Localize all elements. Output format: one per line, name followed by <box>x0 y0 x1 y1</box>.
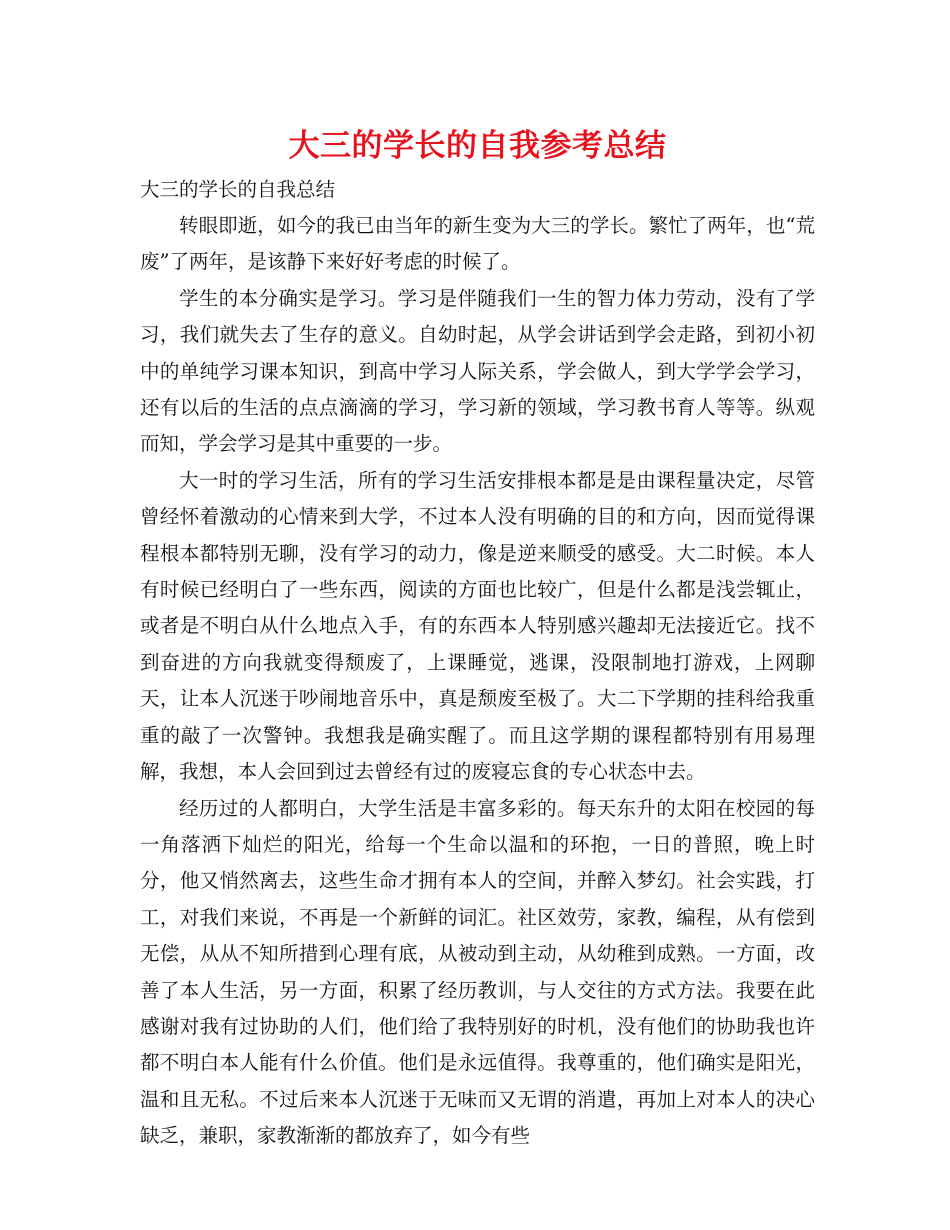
document-subtitle: 大三的学长的自我总结 <box>140 178 336 201</box>
paragraph-3: 大一时的学习生活，所有的学习生活安排根本都是是由课程量决定，尽管曾经怀着激动的心情来到大学，不过本人没有明确的目的和方向，因而觉得课程根本都特别无聊，没有学习的动力，像是逆来顺受的感受。大二时候。本人有时候已经明白了一些东西，阅读的方面也比较广，但是什么都是浅尝辄止，或者是不明白从什么地点入手，有的东西本人特别感兴趣却无法接近它。找不到奋进的方向我就变得颓废了，上课睡觉，逃课，没限制地打游戏，上网聊天，让本人沉迷于吵闹地音乐中，真是颓废至极了。大二下学期的挂科给我重重的敲了一次警钟。我想我是确实醒了。而且这学期的课程都特别有用易理解，我想，本人会回到过去曾经有过的废寝忘食的专心状态中去。 <box>140 468 815 784</box>
document-title: 大三的学长的自我参考总结 <box>288 128 667 164</box>
paragraph-4: 经历过的人都明白，大学生活是丰富多彩的。每天东升的太阳在校园的每一角落洒下灿烂的阳光，给每一个生命以温和的环抱，一日的普照，晚上时分，他又悄然离去，这些生命才拥有本人的空间，并醉入梦幻。社会实践，打工，对我们来说，不再是一个新鲜的词汇。社区效劳，家教，编程，从有偿到无偿，从从不知所措到心理有底，从被动到主动，从幼稚到成熟。一方面，改善了本人生活，另一方面，积累了经历教训，与人交往的方式方法。我要在此感谢对我有过协助的人们，他们给了我特别好的时机，没有他们的协助我也许都不明白本人能有什么价值。他们是永远值得。我尊重的，他们确实是阳光，温和且无私。不过后来本人沉迷于无味而又无谓的消遣，再加上对本人的决心缺乏，兼职，家教渐渐的都放弃了，如今有些 <box>140 796 815 1148</box>
paragraph-1: 转眼即逝，如今的我已由当年的新生变为大三的学长。繁忙了两年，也“荒废”了两年，是该静下来好好考虑的时候了。 <box>140 214 815 274</box>
paragraph-2: 学生的本分确实是学习。学习是伴随我们一生的智力体力劳动，没有了学习，我们就失去了生存的意义。自幼时起，从学会讲话到学会走路，到初小初中的单纯学习课本知识，到高中学习人际关系，学会做人，到大学学会学习，还有以后的生活的点点滴滴的学习，学习新的领域，学习教书育人等等。纵观而知，学会学习是其中重要的一步。 <box>140 286 815 456</box>
document-page <box>140 120 815 1155</box>
